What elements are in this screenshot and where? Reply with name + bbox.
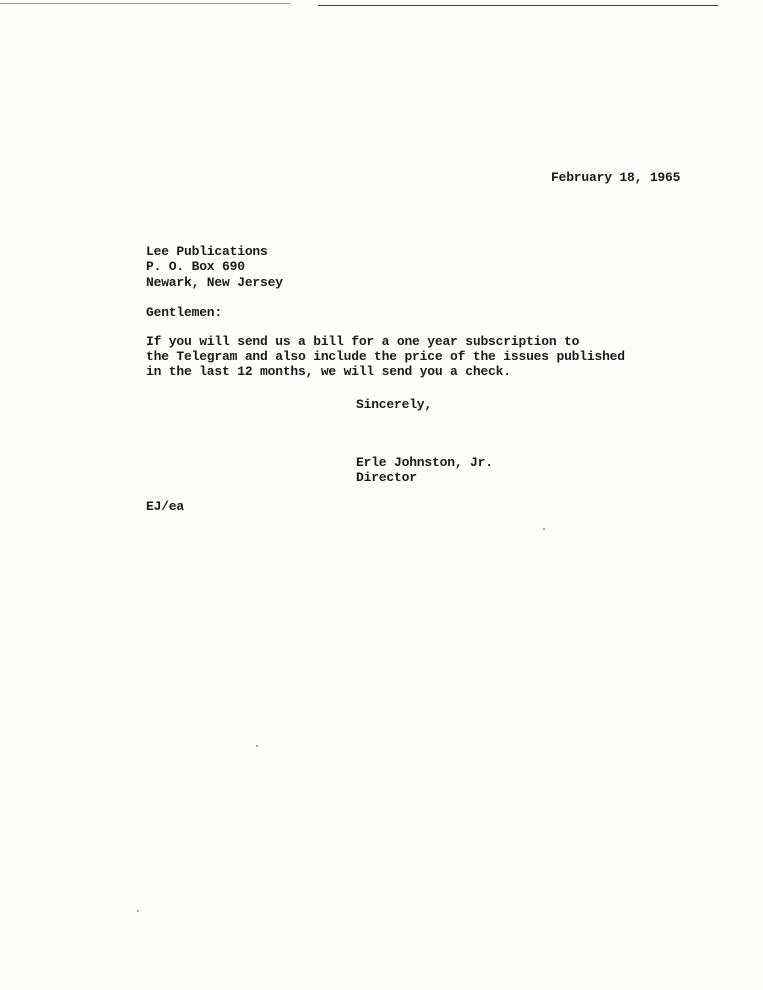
recipient-name: Lee Publications: [146, 244, 268, 259]
letter-date: February 18, 1965: [551, 170, 681, 185]
typist-initials: EJ/ea: [146, 499, 185, 514]
body-line-3: in the last 12 months, we will send you a check.: [146, 364, 511, 379]
body-line-2: the Telegram and also include the price of the issues published: [146, 349, 625, 364]
scan-speck: [137, 910, 139, 912]
signer-title: Director: [356, 470, 417, 485]
recipient-city: Newark, New Jersey: [146, 275, 283, 290]
closing: Sincerely,: [356, 397, 433, 412]
scan-speck: [256, 745, 258, 747]
salutation: Gentlemen:: [146, 305, 223, 320]
top-edge-rule-left: [0, 3, 290, 4]
recipient-address: P. O. Box 690: [146, 259, 245, 274]
signer-name: Erle Johnston, Jr.: [356, 455, 493, 470]
top-edge-rule-right: [318, 5, 718, 6]
scan-speck: [543, 528, 545, 530]
body-line-1: If you will send us a bill for a one year subscription to: [146, 334, 580, 349]
